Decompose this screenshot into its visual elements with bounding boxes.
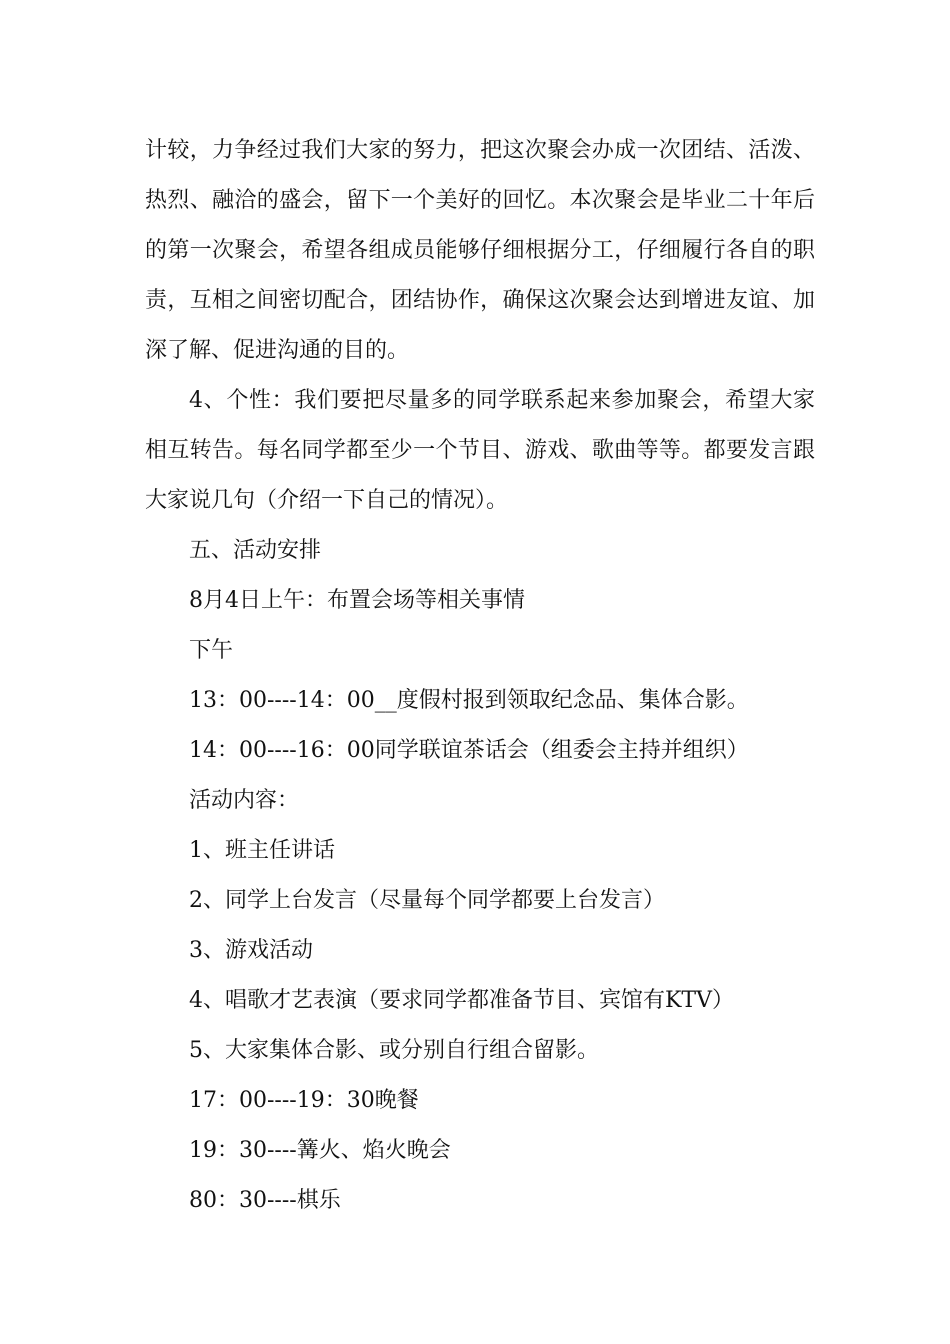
activity-content-heading: 活动内容： [189, 788, 300, 813]
schedule-line-afternoon: 下午 [189, 638, 234, 663]
schedule-line-tea-party: 14：00----16：00同学联谊茶话会（组委会主持并组织） [189, 738, 749, 763]
paragraph-item-4: 4、个性：我们要把尽量多的同学联系起来参加聚会，希望大家相互转告。每名同学都至少一个节目、游戏、歌曲等等。都要发言跟大家说几句（介绍一下自己的情况）。 [145, 388, 815, 513]
document-body [145, 126, 815, 1226]
activity-item-1: 1、班主任讲话 [189, 838, 335, 863]
schedule-line-checkin: 13：00----14：00__度假村报到领取纪念品、集体合影。 [189, 688, 749, 713]
schedule-line-bonfire: 19：30----篝火、焰火晚会 [189, 1138, 451, 1163]
paragraph-continuation: 计较，力争经过我们大家的努力，把这次聚会办成一次团结、活泼、热烈、融洽的盛会，留下一个美好的回忆。本次聚会是毕业二十年后的第一次聚会，希望各组成员能够仔细根据分工，仔细履行各自的职责，互相之间密切配合，团结协作，确保这次聚会达到增进友谊、加深了解、促进沟通的目的。 [145, 138, 815, 363]
schedule-line-morning: 8月4日上午：布置会场等相关事情 [189, 588, 525, 613]
section-heading-activity: 五、活动安排 [189, 538, 322, 563]
schedule-line-dinner: 17：00----19：30晚餐 [189, 1088, 419, 1113]
activity-item-4: 4、唱歌才艺表演（要求同学都准备节目、宾馆有KTV） [189, 988, 734, 1013]
activity-item-2: 2、同学上台发言（尽量每个同学都要上台发言） [189, 888, 665, 913]
activity-item-5: 5、大家集体合影、或分别自行组合留影。 [189, 1038, 599, 1063]
activity-item-3: 3、游戏活动 [189, 938, 313, 963]
schedule-line-chess: 80：30----棋乐 [189, 1188, 341, 1213]
